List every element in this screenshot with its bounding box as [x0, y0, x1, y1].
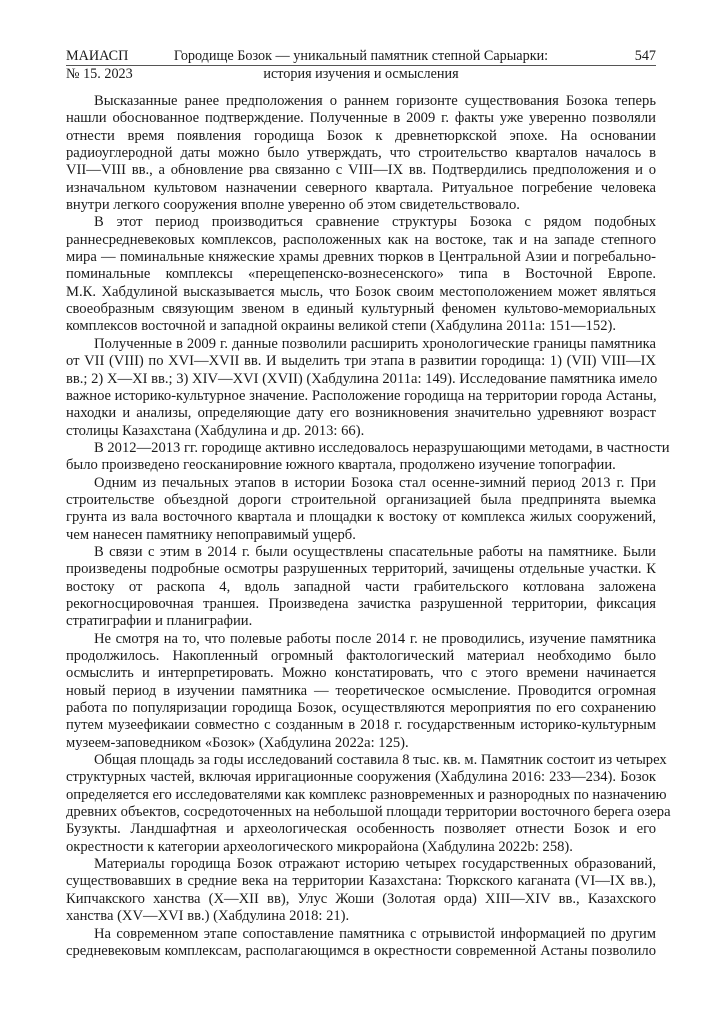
text-line: вв.; 2) X—XI вв.; 3) XIV—XVI (XVII) (Хабдулина 2011а: 149). Исследование памятника имело — [66, 370, 658, 387]
article-title-line-1: Городище Бозок — уникальный памятник степной Сарыарки: — [173, 48, 549, 64]
text-line: Полученные в 2009 г. данные позволили расширить хронологические границы памятника — [94, 335, 656, 352]
text-line: радиоуглеродной даты можно было утверждать, что строительство кварталов началось в — [66, 145, 656, 162]
text-line: новый период в изучении памятника — теоретическое осмысление. Проводится огромная — [66, 682, 656, 699]
text-line: столицы Казахстана (Хабдулина и др. 2013: 66). — [66, 422, 365, 439]
text-line: нашли обоснованное подтверждение. Полученные в 2009 г. факты уже уверенно позволяли — [66, 110, 656, 127]
text-line: Одним из печальных этапов в истории Бозока стал осенне-зимний период 2013 г. При — [94, 474, 656, 491]
text-line: произведены подробные осмотры разрушенных территорий, зачищены отдельные участки. К — [66, 561, 656, 578]
text-line: музеем-заповедником «Бозок» (Хабдулина 2022а: 125). — [66, 734, 409, 751]
text-line: Высказанные ранее предположения о раннем горизонте существования Бозока теперь — [94, 93, 656, 109]
text-line: Бузукты. Ландшафтная и археологическая особенность позволяет отнести Бозок и его — [66, 821, 656, 838]
journal-name: МАИАСП — [66, 48, 129, 64]
text-line: комплексов восточной и западной окраины великой степи (Хабдулина 2011а: 151—152). — [66, 318, 617, 335]
text-line: В 2012—2013 гг. городище активно исследовалось неразрушающими методами, в частности — [94, 439, 670, 456]
text-line: от VII (VIII) по XVI—XVII вв. И выделить три этапа в развитии городища: 1) (VII) VIII—IX — [66, 353, 656, 370]
text-line: отнести время появления городища Бозок к древнетюркской эпохе. На основании — [66, 127, 656, 144]
text-line: находки и анализы, определяющие дату его возникновения значительно удревняют возраст — [66, 405, 656, 422]
text-line: Кипчакского ханства (X—XII вв), Улус Жоши (Золотая орда) XIII—XIV вв., Казахского — [66, 890, 656, 907]
text-line: чем нанесен памятнику непоправимый ущерб. — [66, 526, 356, 543]
text-line: изначальном культовом назначении северного квартала. Ритуальное погребение человека — [66, 179, 656, 196]
text-line: В этот период производиться сравнение структуры Бозока с рядом подобных — [94, 214, 656, 231]
text-line: раннесредневековых комплексов, расположенных как на востоке, так и на западе степного — [66, 231, 656, 248]
text-line: На современном этапе сопоставление памятника с отрывистой информацией по другим — [94, 925, 656, 942]
text-line: существовавших в средние века на территории Казахстана: Тюркского каганата (VI—IX вв.), — [66, 873, 656, 890]
paragraph — [66, 475, 656, 544]
text-line: окрестности к категории археологического микрорайона (Хабдулина 2022b: 258). — [66, 838, 573, 855]
page-number: 547 — [634, 48, 656, 64]
text-line: Общая площадь за годы исследований составила 8 тыс. кв. м. Памятник состоит из четырех — [94, 752, 667, 769]
text-line: строительстве объездной дороги строительной организацией была предпринята выемка — [66, 491, 656, 508]
paragraph — [66, 752, 671, 856]
text-line: было произведено геосканировние южного квартала, продолжено изучение топографии. — [66, 457, 616, 474]
paragraph — [66, 856, 656, 925]
paragraph — [66, 631, 656, 752]
text-line: грунта из вала восточного квартала и площадки к востоку от комплекса жилых сооружений, — [66, 509, 656, 526]
header-row-1 — [66, 48, 656, 66]
text-line: структурных частей, включая ирригационные сооружения (Хабдулина 2016: 233—234). Бозок — [66, 769, 656, 786]
paragraph — [66, 544, 656, 631]
header-row-2 — [66, 66, 656, 83]
text-line: внутри легкого сооружения вполне уверенно об этом свидетельствовало. — [66, 197, 520, 214]
text-line: работа по популяризации городища Бозок, осуществляются мероприятия по его сохранению — [66, 700, 656, 717]
text-line: древних объектов, сосредоточенных на небольшой площади территории восточного берега озера — [66, 804, 671, 821]
text-line: определяется его исследователями как комплекс разновременных и разнородных по назначению — [66, 786, 667, 803]
text-line: своеобразным связующим звеном в единый культурный феномен культово-мемориальных — [66, 301, 656, 318]
text-line: путем музеефикаии совместно с созданным в 2018 г. государственным историко-культурным — [66, 717, 656, 734]
text-line: Материалы городища Бозок отражают историю четырех государственных образований, — [94, 856, 656, 873]
paragraph — [66, 439, 670, 475]
text-line: осмыслить и интерпретировать. Можно констатировать, что с этого времени начинается — [66, 665, 656, 682]
text-line: востоку от раскопа 4, вдоль западной части грабительского котлована заложена — [66, 578, 656, 595]
text-line: стратиграфии и планиграфии. — [66, 613, 253, 630]
paragraph — [66, 93, 656, 214]
text-line: Не смотря на то, что полевые работы после 2014 г. не проводились, изучение памятника — [94, 630, 656, 647]
running-header — [66, 48, 656, 83]
text-line: продолжилось. Накопленный огромный фактологический материал необходимо было — [66, 648, 656, 664]
text-line: важное историко-культурное значение. Расположение городища на территории города Астаны, — [66, 387, 657, 404]
article-title-line-2: история изучения и осмысления — [263, 66, 459, 82]
text-line: М.К. Хабдулиной высказывается мысль, что Бозок своим местоположением может являться — [66, 283, 656, 300]
text-line: мира — поминальные княжеские храмы древних тюрков в Центральной Азии и погребально- — [66, 249, 656, 266]
text-line: ханства (XV—XVI вв.) (Хабдулина 2018: 21). — [66, 908, 350, 925]
text-line: В связи с этим в 2014 г. были осуществлены спасательные работы на памятнике. Были — [94, 543, 656, 560]
paragraph — [66, 214, 656, 335]
article-body — [66, 93, 671, 960]
paragraph — [66, 336, 656, 440]
issue-number: № 15. 2023 — [66, 66, 133, 82]
paragraph — [66, 926, 656, 961]
text-line: средневековым комплексам, располагающимся в окрестности современной Астаны позволило — [66, 942, 656, 959]
text-line: рекогносцировочная траншея. Произведена зачистка разрушенной территории, фиксация — [66, 595, 656, 612]
text-line: VII—VIII вв., а обновление рва связанно с VIII—IX вв. Подтвердились предположения и о — [66, 162, 656, 179]
text-line: поминальные комплексы «перещепенско-вознесенского» типа в Восточной Европе. — [66, 266, 656, 283]
